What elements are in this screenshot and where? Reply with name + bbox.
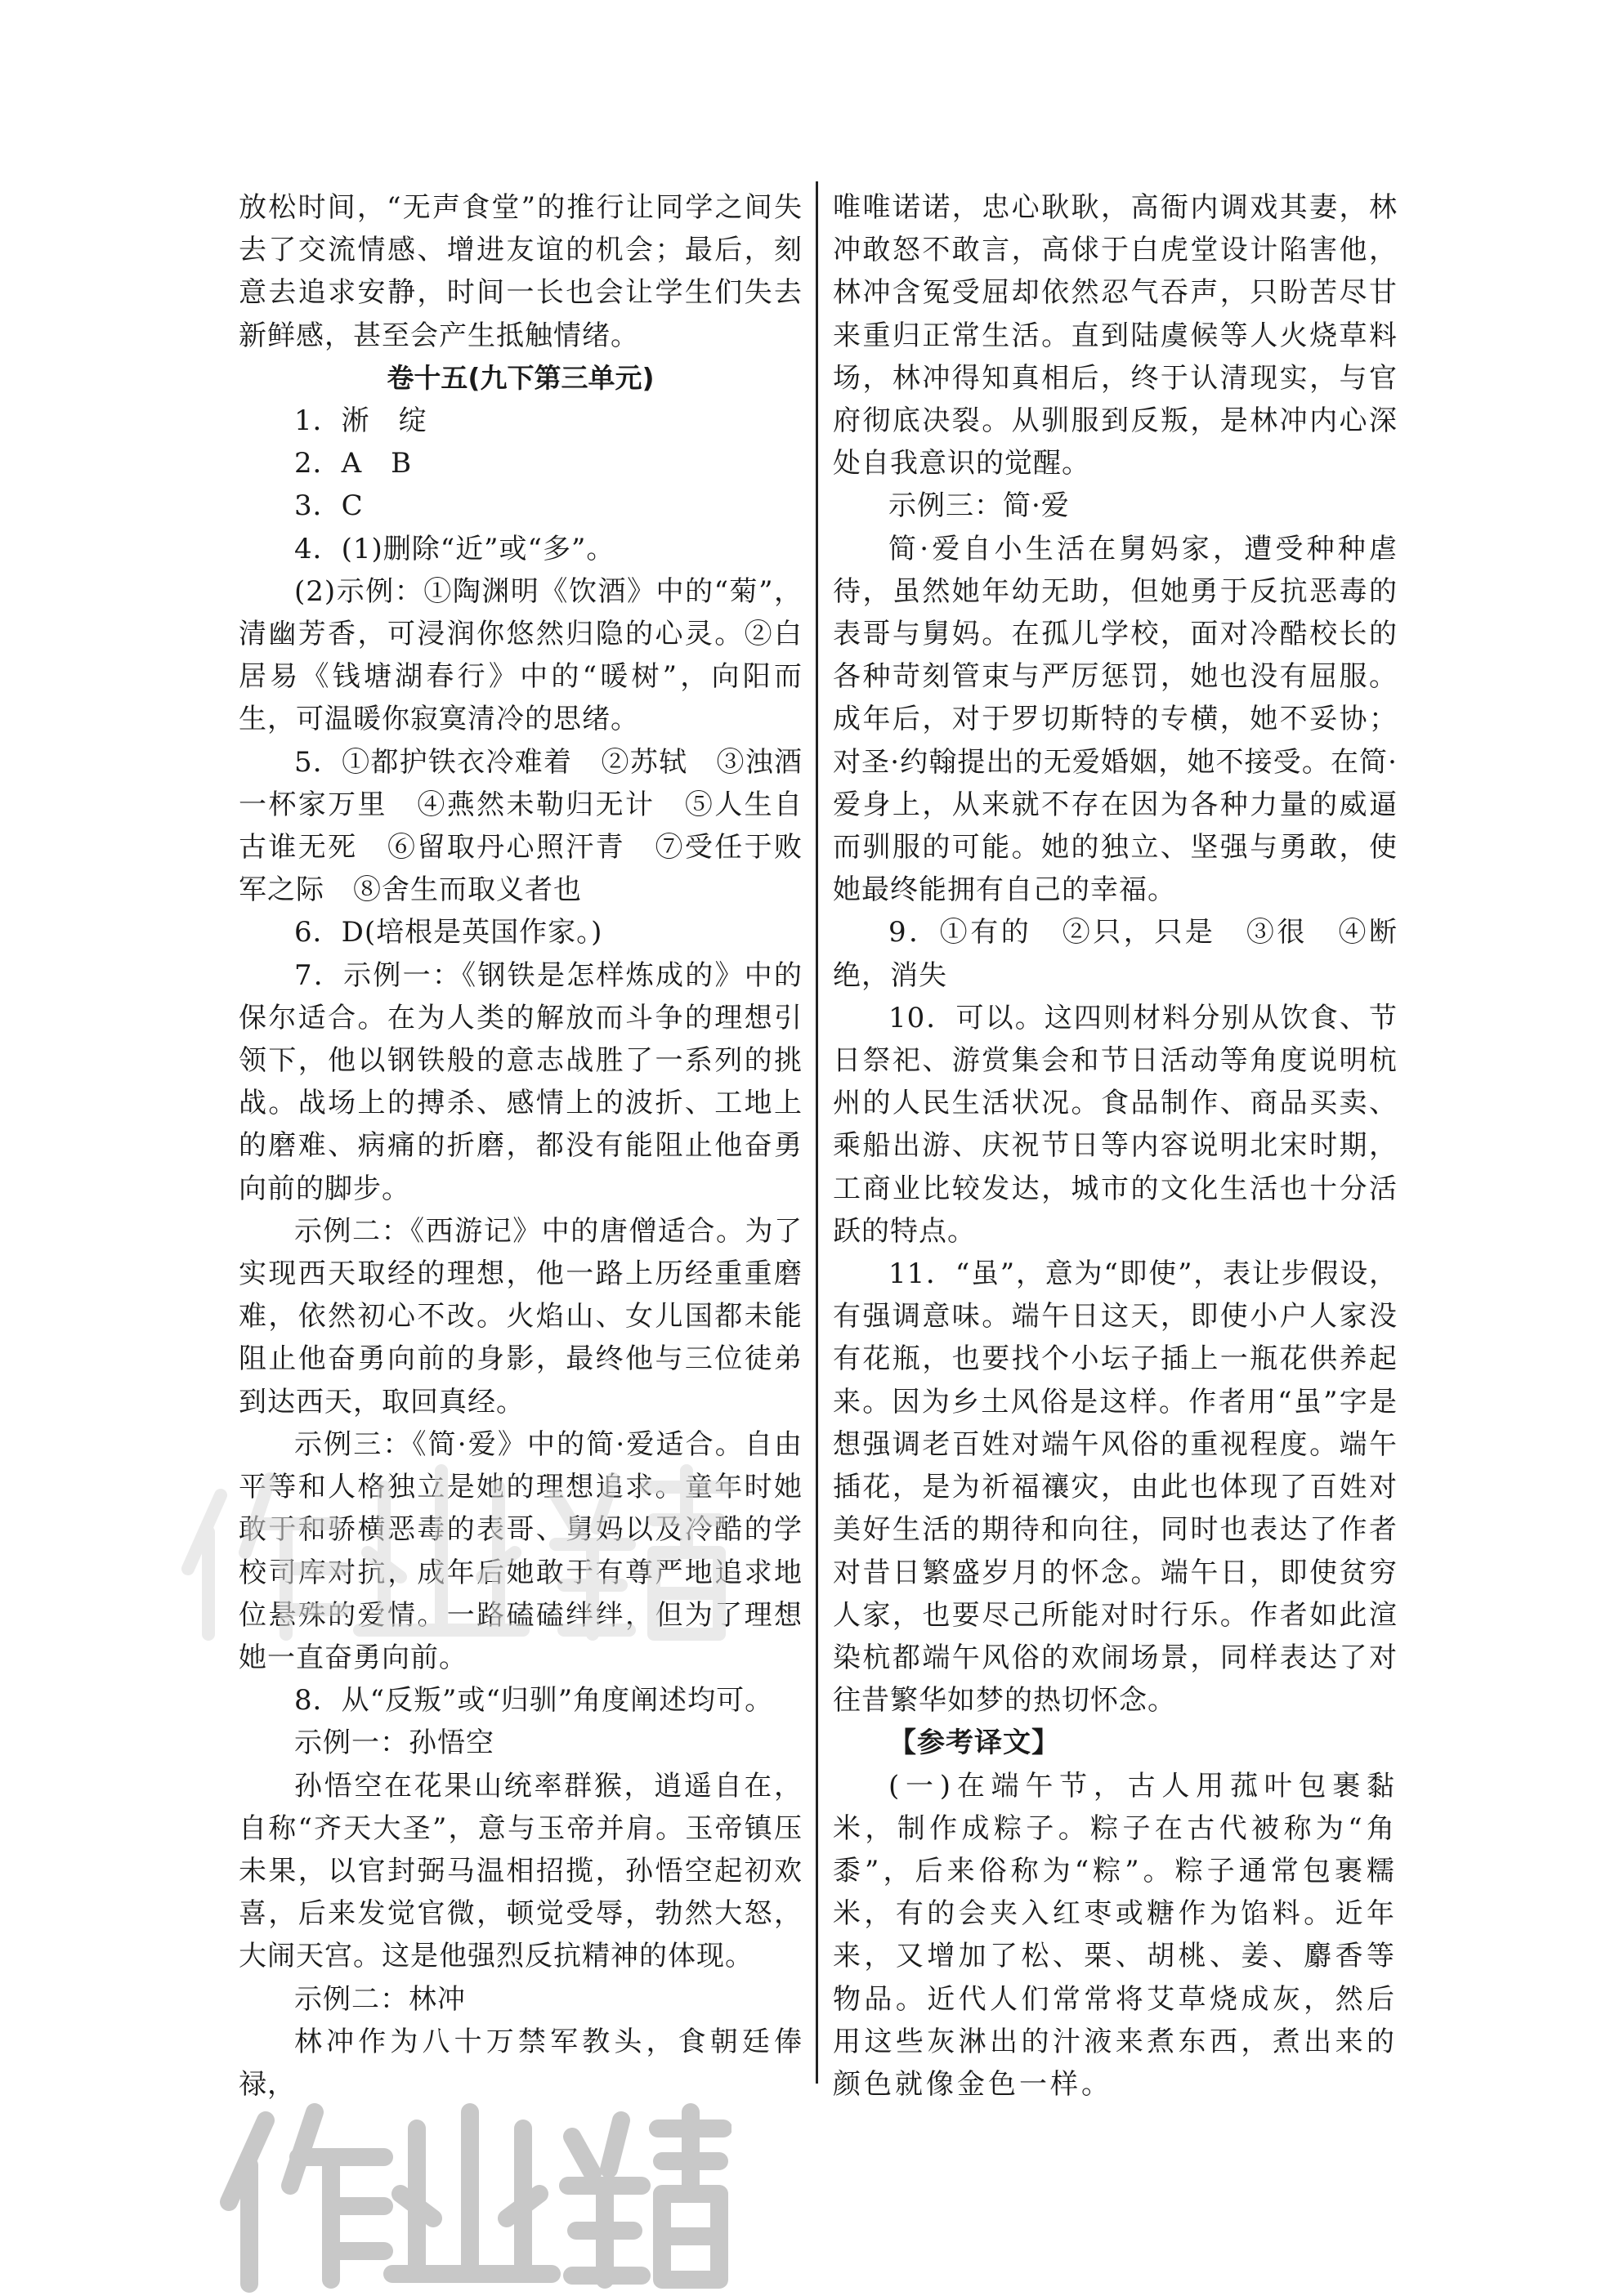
section-heading: 【参考译文】	[888, 1726, 1060, 1760]
answer-paragraph: 示例三：简·爱	[888, 489, 1070, 523]
answer-paragraph: 简·爱自小生活在舅妈家，遭受种种虐待，虽然她年幼无助，但她勇于反抗恶毒的表哥与舅妈。在孤儿学校，面对冷酷校长的各种苛刻管束与严厉惩罚，她也没有屈服。成年后，对于罗切斯特的专横，她不妥协；对圣·约翰提出的无爱婚姻，她不接受。在简·爱身上，从来就不存在因为各种力量的威逼而驯服的可能。她的独立、坚强与勇敢，使她最终能拥有自己的幸福。	[833, 532, 1398, 907]
right-column	[833, 186, 1398, 2106]
answer-paragraph: 放松时间，“无声食堂”的推行让同学之间失去了交流情感、增进友谊的机会；最后，刻意去追求安静，时间一长也会让学生们失去新鲜感，甚至会产生抵触情绪。	[239, 191, 803, 352]
answer-paragraph: 林冲作为八十万禁军教头，食朝廷俸禄，	[239, 2025, 803, 2101]
watermark-logo-middle	[172, 1446, 744, 1659]
answer-paragraph: 4．(1)删除“近”或“多”。	[294, 532, 615, 565]
answer-paragraph: 6．D(培根是英国作家。)	[294, 916, 603, 949]
answer-paragraph: 示例二：《西游记》中的唐僧适合。为了实现西天取经的理想，他一路上历经重重磨难，依然初心不改。火焰山、女儿国都未能阻止他奋勇向前的身影，最终他与三位徒弟到达西天，取回真经。	[239, 1214, 803, 1418]
answer-paragraph: 孙悟空在花果山统率群猴，逍遥自在，自称“齐天大圣”，意与玉帝并肩。玉帝镇压未果，以官封弼马温相招揽，孙悟空起初欢喜，后来发觉官微，顿觉受辱，勃然大怒，大闹天宫。这是他强烈反抗精神的体现。	[239, 1769, 803, 1973]
answer-paragraph: (一)在端午节，古人用菰叶包裹黏米，制作成粽子。粽子在古代被称为“角黍”，后来俗称为“粽”。粽子通常包裹糯米，有的会夹入红枣或糖作为馅料。近年来，又增加了松、栗、胡桃、姜、麝香等物品。近代人们常常将艾草烧成灰，然后用这些灰淋出的汁液来煮东西，煮出来的颜色就像金色一样。	[833, 1769, 1398, 2101]
answer-paragraph: (2)示例：①陶渊明《饮酒》中的“菊”，清幽芳香，可浸润你悠然归隐的心灵。②白居易《钱塘湖春行》中的“暖树”，向阳而生，可温暖你寂寞清冷的思绪。	[239, 574, 803, 736]
answer-paragraph: 2．A B	[294, 447, 413, 480]
answer-paragraph: 示例二：林冲	[294, 1982, 466, 2016]
answer-paragraph: 5．①都护铁衣冷难着 ②苏轼 ③浊酒一杯家万里 ④燕然未勒归无计 ⑤人生自古谁无死 ⑥留取丹心照汗青 ⑦受任于败军之际 ⑧舍生而取义者也	[239, 745, 803, 907]
answer-paragraph: 1．淅 绽	[294, 404, 427, 438]
answer-paragraph: 示例三：《简·爱》中的简·爱适合。自由平等和人格独立是她的理想追求。童年时她敢于和骄横恶毒的表哥、舅妈以及冷酷的学校司库对抗，成年后她敢于有尊严地追求地位悬殊的爱情。一路磕磕绊绊，但为了理想她一直奋勇向前。	[239, 1427, 803, 1674]
column-divider	[816, 181, 818, 2084]
answer-paragraph: 3．C	[294, 489, 364, 523]
section-heading: 卷十五(九下第三单元)	[387, 361, 655, 394]
answer-paragraph: 8．从“反叛”或“归驯”角度阐述均可。	[294, 1684, 774, 1718]
answer-paragraph: 11．“虽”，意为“即使”，表让步假设，有强调意味。端午日这天，即使小户人家没有花瓶，也要找个小坛子插上一瓶花供养起来。因为乡土风俗是这样。作者用“虽”字是想强调老百姓对端午风俗的重视程度。端午插花，是为祈福禳灾，由此也体现了百姓对美好生活的期待和向往，同时也表达了作者对昔日繁盛岁月的怀念。端午日，即使贫穷人家，也要尽己所能对时行乐。作者如此渲染杭都端午风俗的欢闹场景，同样表达了对往昔繁华如梦的热切怀念。	[833, 1257, 1398, 1718]
answer-paragraph: 7．示例一：《钢铁是怎样炼成的》中的保尔适合。在为人类的解放而斗争的理想引领下，他以钢铁般的意志战胜了一系列的挑战。战场上的搏杀、感情上的波折、工地上的磨难、病痛的折磨，都没有能阻止他奋勇向前的脚步。	[239, 958, 803, 1205]
answer-paragraph: 9．①有的 ②只，只是 ③很 ④断绝，消失	[833, 916, 1398, 992]
watermark-logo-bottom	[208, 2096, 731, 2296]
left-column	[239, 186, 803, 2106]
answer-paragraph: 10．可以。这四则材料分别从饮食、节日祭祀、游赏集会和节日活动等角度说明杭州的人民生活状况。食品制作、商品买卖、乘船出游、庆祝节日等内容说明北宋时期，工商业比较发达，城市的文化生活也十分活跃的特点。	[833, 1001, 1398, 1248]
answer-paragraph: 唯唯诺诺，忠心耿耿，高衙内调戏其妻，林冲敢怒不敢言，高俅于白虎堂设计陷害他，林冲含冤受屈却依然忍气吞声，只盼苦尽甘来重归正常生活。直到陆虞候等人火烧草料场，林冲得知真相后，终于认清现实，与官府彻底决裂。从驯服到反叛，是林冲内心深处自我意识的觉醒。	[833, 191, 1398, 480]
answer-paragraph: 示例一：孙悟空	[294, 1726, 494, 1760]
